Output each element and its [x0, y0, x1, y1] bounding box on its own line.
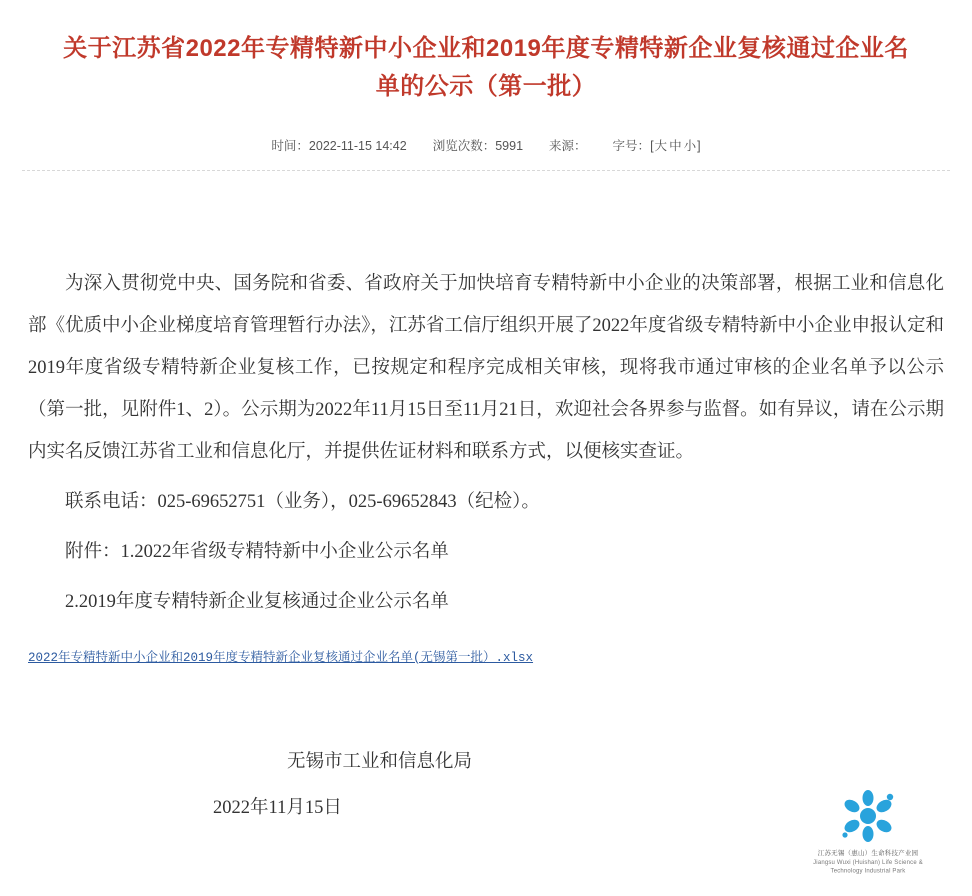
signature-date: 2022年11月15日 [213, 798, 342, 818]
meta-time-value: 2022-11-15 14:42 [308, 139, 407, 153]
font-size-small-button[interactable]: 小 [683, 139, 697, 153]
article-body [0, 171, 972, 623]
font-size-bracket-open: [ [650, 139, 654, 153]
signature-org: 无锡市工业和信息化局 [287, 752, 473, 772]
meta-views-label: 浏览次数： [432, 139, 496, 153]
page-title: 关于江苏省2022年专精特新中小企业和2019年度专精特新企业复核通过企业名单的公示（第一批） [63, 35, 909, 100]
font-size-label: 字号： [612, 139, 651, 153]
font-size-bracket-close: ] [697, 139, 701, 153]
meta-time [271, 136, 406, 154]
logo-caption-en: Jiangsu Wuxi (Huishan) Life Science & Technology Industrial Park [813, 859, 923, 875]
snowflake-logo-icon [834, 785, 902, 847]
meta-views-value: 5991 [495, 139, 524, 153]
font-size-switcher [613, 136, 701, 154]
article-paragraph: 联系电话：025-69652751（业务），025-69652843（纪检）。 [65, 492, 540, 512]
meta-source [549, 136, 587, 154]
meta-views [433, 136, 523, 154]
logo-caption-cn: 江苏无锡（惠山）生命科技产业园 [817, 850, 919, 857]
attachment-download-link[interactable]: 2022年专精特新中小企业和2019年度专精特新企业复核通过企业名单(无锡第一批）.xlsx [28, 651, 534, 665]
meta-source-label: 来源： [549, 139, 587, 153]
font-size-medium-button[interactable]: 中 [669, 139, 682, 153]
font-size-large-button[interactable]: 大 [654, 139, 668, 153]
article-paragraph: 2.2019年度专精特新企业复核通过企业公示名单 [65, 592, 449, 612]
meta-time-label: 时间： [271, 139, 309, 153]
logo-caption [808, 849, 928, 876]
article-paragraph: 为深入贯彻党中央、国务院和省委、省政府关于加快培育专精特新中小企业的决策部署，根据工业和信息化部《优质中小企业梯度培育管理暂行办法》，江苏省工信厅组织开展了2022年度省级专精特新中小企业申报认定和2019年度省级专精特新企业复核工作，已按规定和程序完成相关审核，现将我市通过审核的企业名单予以公示（第一批，见附件1、2）。公示期为2022年11月15日至11月21日，欢迎社会各界参与监督。如有异议，请在公示期内实名反馈江苏省工业和信息化厅，并提供佐证材料和联系方式，以便核实查证。 [28, 274, 944, 462]
article-meta-bar [0, 110, 972, 170]
article-paragraph: 附件：1.2022年省级专精特新中小企业公示名单 [65, 542, 449, 562]
park-logo [808, 785, 928, 876]
